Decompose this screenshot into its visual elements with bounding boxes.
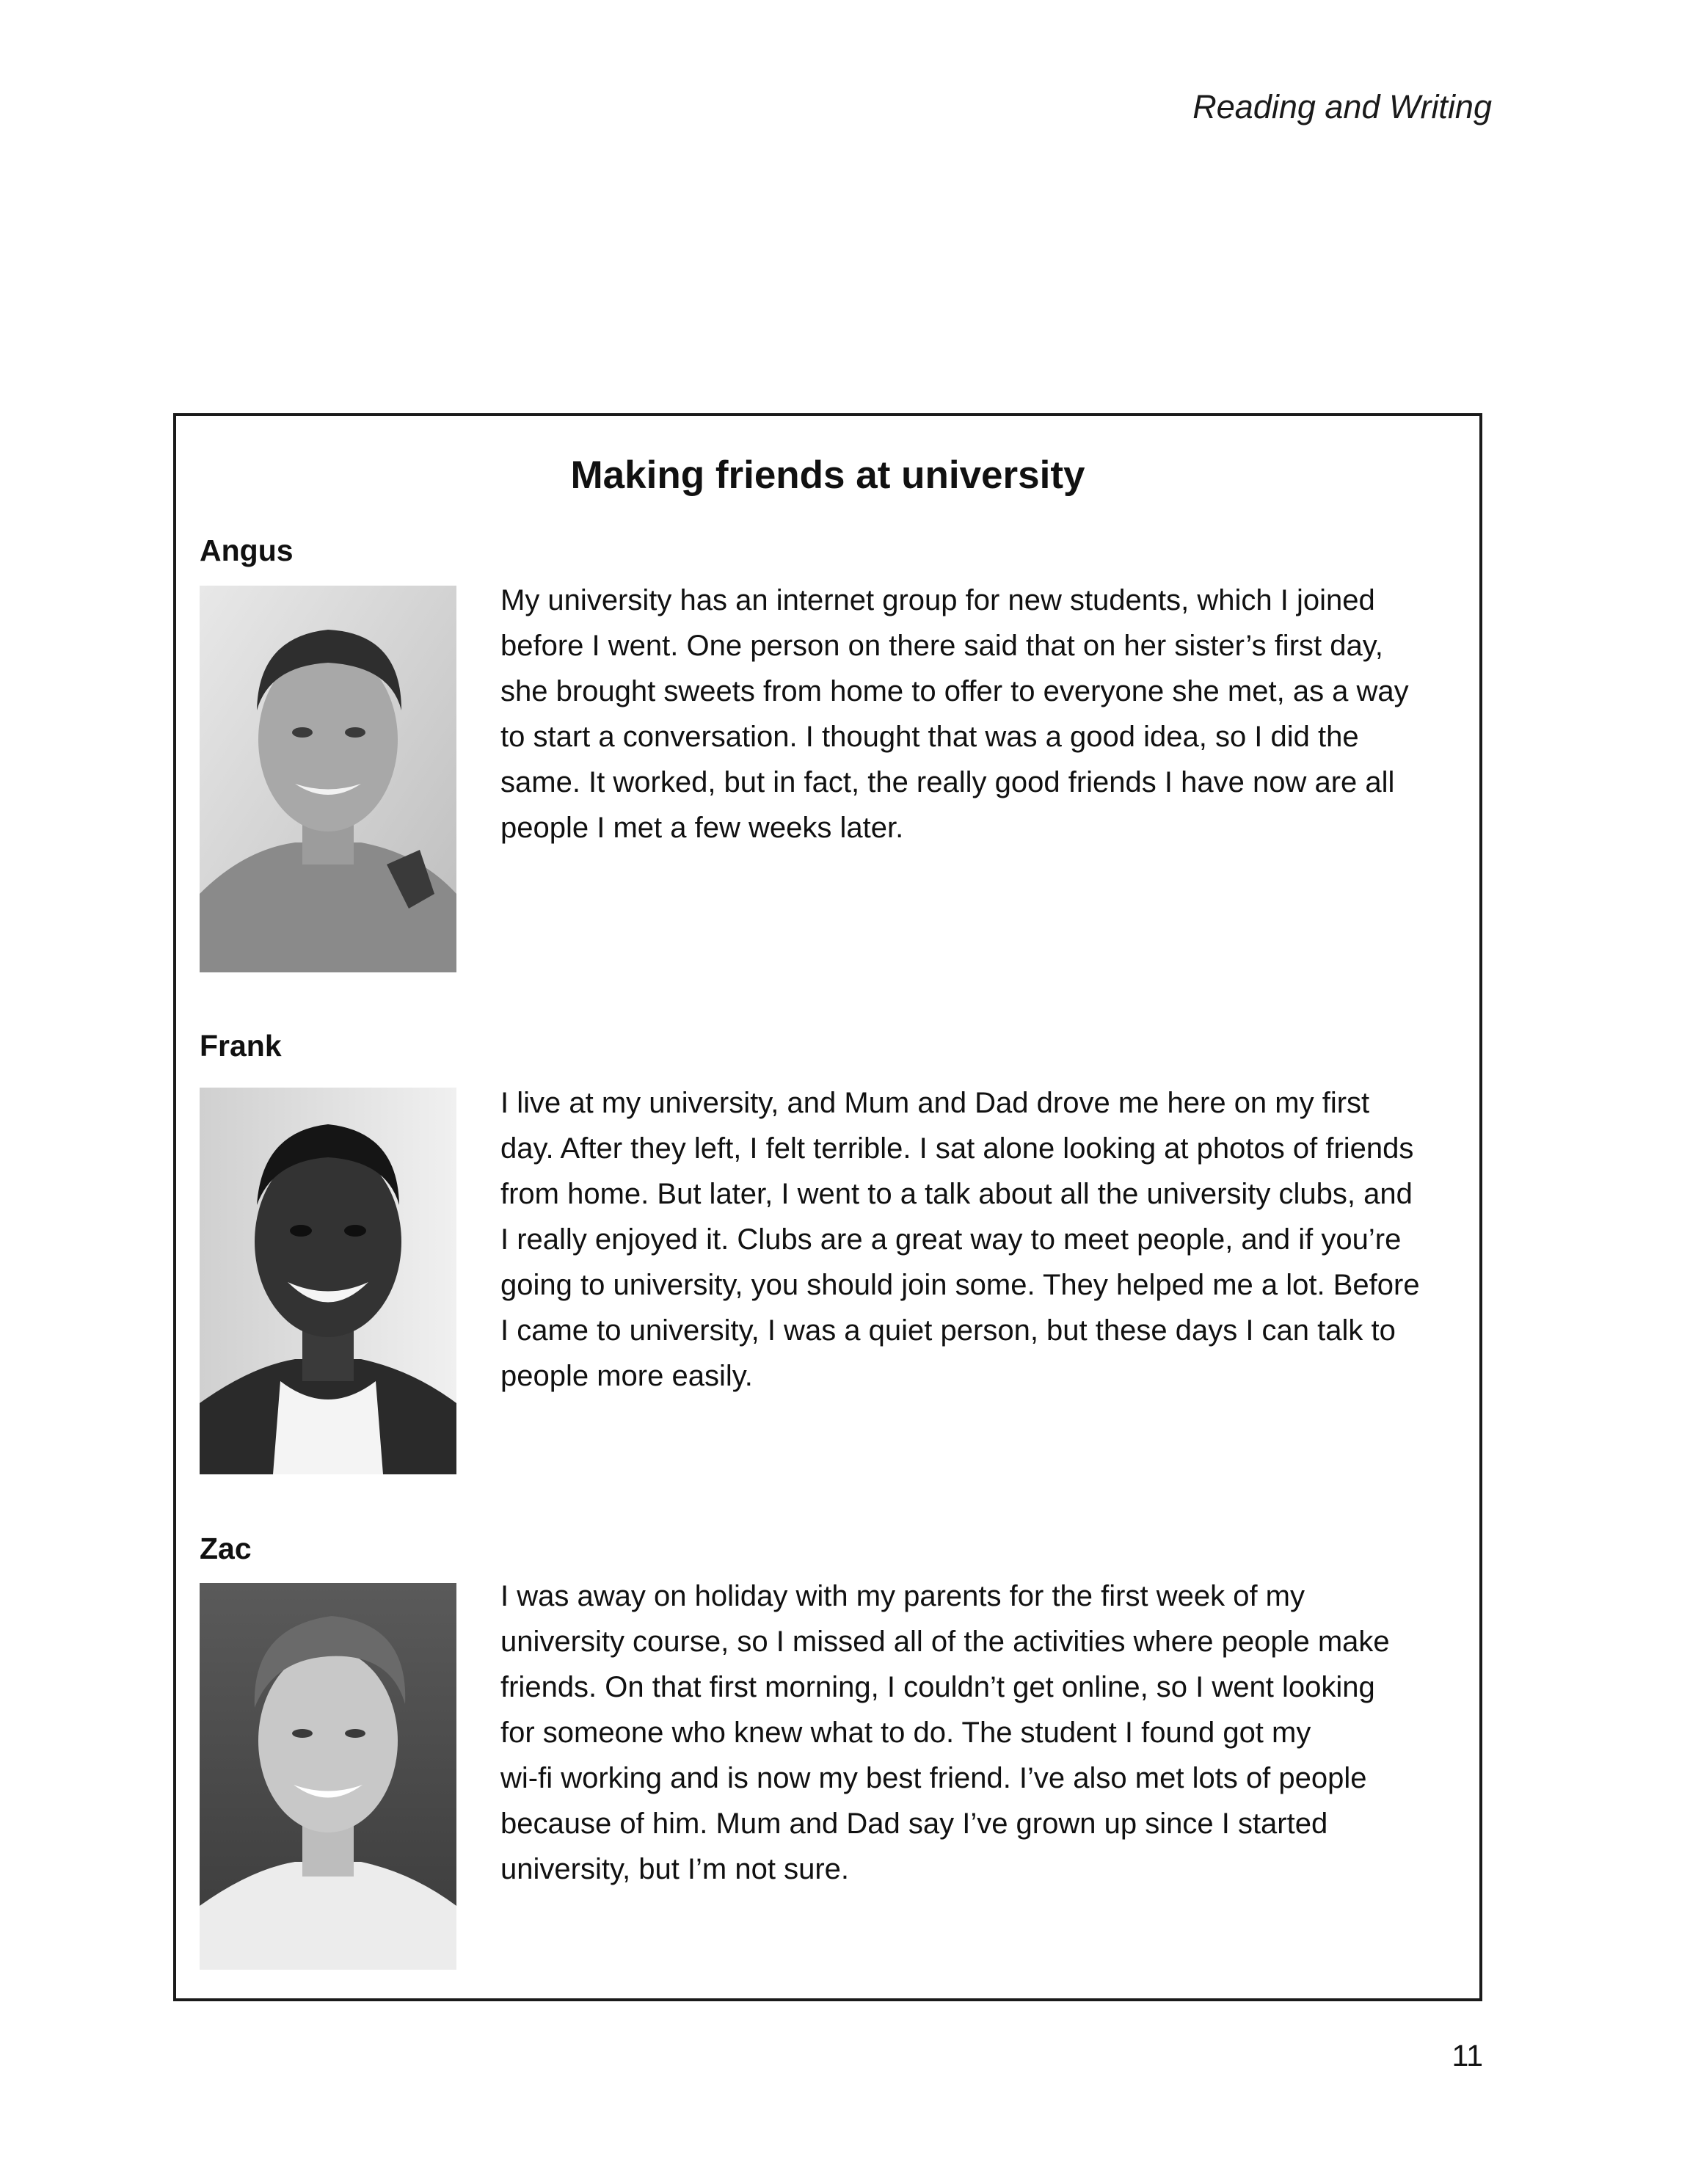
text-line: I came to university, I was a quiet person, but these days I can talk to xyxy=(500,1314,1396,1347)
article-box xyxy=(173,413,1482,2001)
text-line: I really enjoyed it. Clubs are a great way to meet people, and if you’re xyxy=(500,1223,1402,1256)
text-line: people I met a few weeks later. xyxy=(500,812,904,844)
text-line: people more easily. xyxy=(500,1360,753,1392)
entry-name-angus: Angus xyxy=(200,534,294,567)
zac-photo xyxy=(200,1583,456,1970)
text-line: going to university, you should join some. They helped me a lot. Before xyxy=(500,1269,1420,1301)
text-line: university course, so I missed all of the activities where people make xyxy=(500,1626,1390,1658)
angus-photo xyxy=(200,586,456,972)
frank-photo xyxy=(200,1088,456,1474)
page-number: 11 xyxy=(1452,2039,1483,2072)
text-line: day. After they left, I felt terrible. I sat alone looking at photos of friends xyxy=(500,1132,1414,1165)
text-line: before I went. One person on there said that on her sister’s first day, xyxy=(500,630,1383,662)
entry-name-frank: Frank xyxy=(200,1029,282,1063)
article-title: Making friends at university xyxy=(570,454,1085,497)
text-line: from home. But later, I went to a talk about all the university clubs, and xyxy=(500,1178,1413,1210)
text-line: because of him. Mum and Dad say I’ve grown up since I started xyxy=(500,1808,1328,1840)
text-line: friends. On that first morning, I couldn’t get online, so I went looking xyxy=(500,1671,1375,1703)
text-line: university, but I’m not sure. xyxy=(500,1853,849,1885)
text-line: My university has an internet group for new students, which I joined xyxy=(500,584,1375,616)
text-line: same. It worked, but in fact, the really good friends I have now are all xyxy=(500,766,1395,798)
running-head: Reading and Writing xyxy=(1192,88,1492,125)
text-line: wi-fi working and is now my best friend. I’ve also met lots of people xyxy=(500,1762,1367,1794)
portrait-photo-icon xyxy=(200,1088,456,1474)
portrait-photo-icon xyxy=(200,586,456,972)
text-line: I live at my university, and Mum and Dad drove me here on my first xyxy=(500,1087,1370,1119)
text-line: to start a conversation. I thought that was a good idea, so I did the xyxy=(500,721,1359,753)
entry-text-zac xyxy=(500,1573,1469,1892)
entry-text-frank xyxy=(500,1080,1469,1399)
text-line: for someone who knew what to do. The student I found got my xyxy=(500,1717,1311,1749)
entry-name-zac: Zac xyxy=(200,1532,252,1565)
text-line: I was away on holiday with my parents for the first week of my xyxy=(500,1580,1305,1612)
entry-text-angus xyxy=(500,578,1469,851)
text-line: she brought sweets from home to offer to everyone she met, as a way xyxy=(500,675,1409,707)
portrait-photo-icon xyxy=(200,1583,456,1970)
